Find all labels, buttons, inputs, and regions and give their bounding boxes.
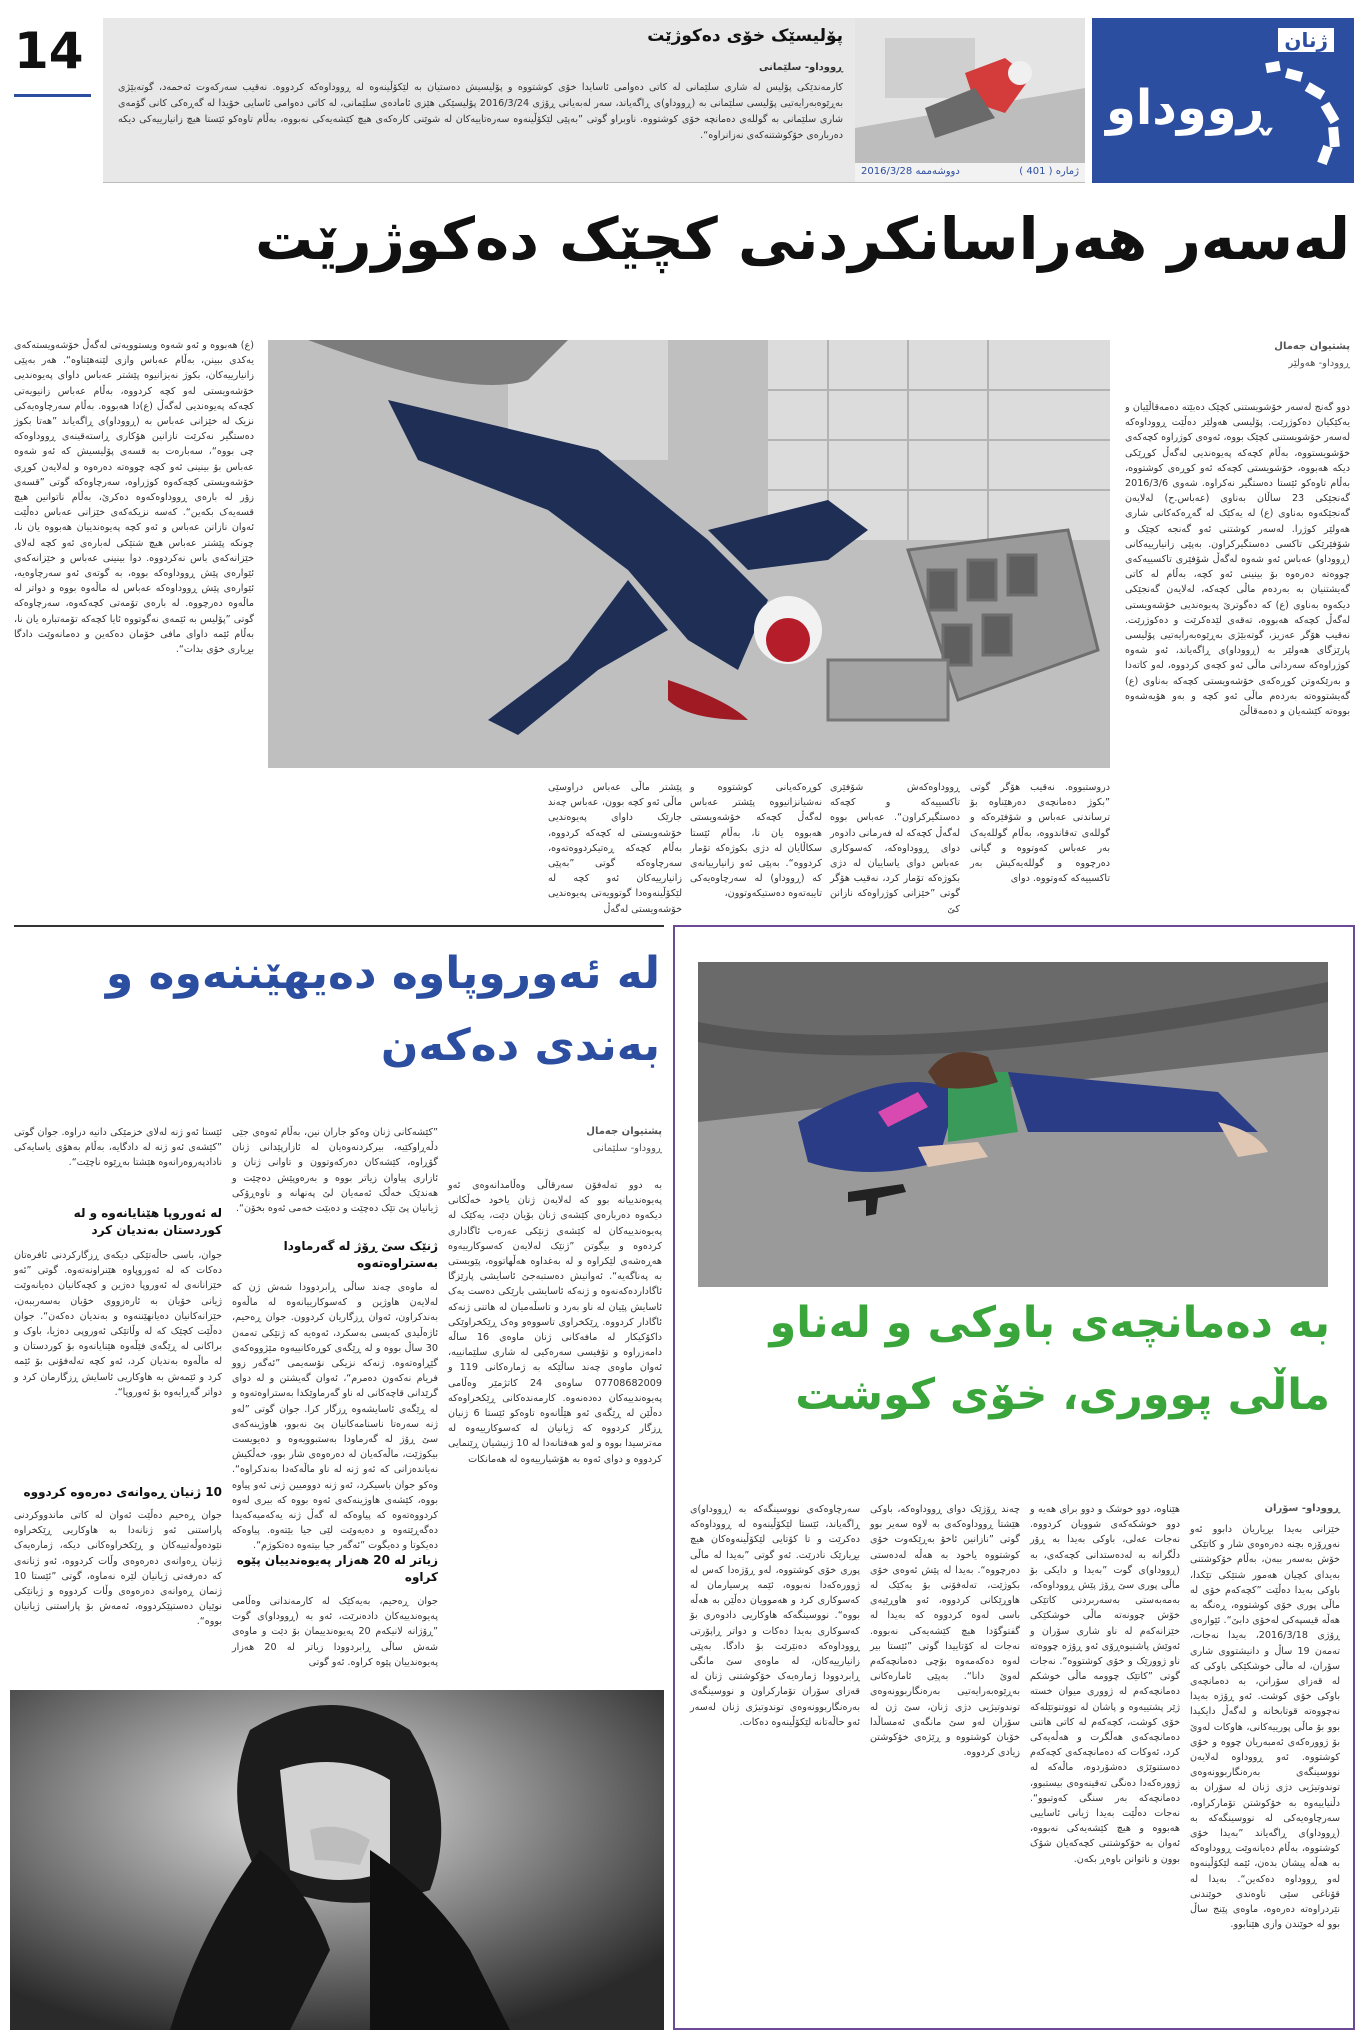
- story2-column-1: بە دوو تەلەفۆن سەرقاڵی وەڵامدانەوەی ئەو پەیوەندییانە بوو کە لەلایەن ژنان یاخود خەڵکانی دیکەوە دەربارەی کێشەی ژنان بۆیان دێت، یەکێک لە پەیوەندییەکان لە کێشەی ژنێکی عەرەب ئاگاداری کردەوە و بیگوتن ”ژنێک لەلایەن کەسوکارییەوە هەڕەشەی لێکراوە و لە بەغداوە هەڵهاتووە، پێویستی بە پەناگەیە“. ئەوانیش دەستبەجێ ئاسایشی پارێزگا ئاگاداردەکەنەوە و ژنەکە ئاسایشی بارێکی دەست یەک ئاسایش پێیان لە ناو بەرد و تاسڵەمیان لە هاتنی ژنەکە ئاگادار کردووە. ڕێکخراوی تاسووەو وەک ڕێکخراوێکی داکۆکیکار لە مافەکانی ژنان ماوەی 16 ساڵە دامەزراوە و تۆفیسی سەرەکیی لە شاری سلێمانییە، ئەوان ماوەی چەند ساڵێکە بە ژمارەکانی 119 و 07708682009 ساوەی 24 کاتژمێر وەڵامی پەیوەندییەکان دەدەنەوە. کارمەندەکانی ڕێکخراوەکە دەڵێن لە ڕێگەی ئەو هێڵانەوە تاوەکو ئێستا 6 ژنیان ڕزگار کردووە کە ژیانیان لە کەسوکارییەوە لە مەترسیدا بووە و لەو هەفتانەدا لە 10 ژنیشیان ڕێنمایی کردووە و دوای ئەوە بە هۆشیارییەوە لە هەمانکات: [448, 1180, 662, 1465]
- story2-subhead-2: لە ئەوروپا هێنایانەوە و لە کوردستان بەندیان کرد: [73, 1206, 222, 1237]
- story3-column-2: هێناوە، دوو خوشک و دوو برای هەیە و دوو خوشکەکەی شوویان کردووە. نەجات عەلی، باوکی بەیدا بە ڕۆر دڵگرانە بە لەدەستدانی کچەکەی، بە (ڕووداو)ی گوت ”بەیدا و دایکی بۆ ماڵی پوری سێ ڕۆژ پێش ڕووداوەکە، بەمەبەستی بەسەربردنی کاتێکی خۆش چوونەتە ماڵی خوشکێکی خێزانەکەم لە ناو شاری سۆران و ئەوێش پاشنیوەڕۆی ئەو ڕۆژە چووەتە ناو ژوورێک و خۆی کوشتووە“. نەجات گوتی ”کاتێک چوومە ماڵی خوشکم دەمانچەکەم لە ژووری میوان خستە ژێر پشتییەوە و پاشان لە تووتنوتێلەکە خۆی کوشت، کچەکەم لە کاتی هاتنی دەمانچەکەی هەڵگرت و هەڵەیەکی کرد، ئەوکات کە دەمانچەکەی کچەکەم دەستنوێژی دەشۆردوە، ماڵەکە لە ژوورەکەدا دەنگی تەقینەوەی بیستبوو، دەمانچەکە بەر سنگی کەوتبوو“. نەجات دەڵێت بەیدا ژیانی ئاساییی هەبووە و هیچ کێشەیەکی نەبووە، ئەوان بە خۆکوشتنی کچەکەیان شۆک بوون و ناتوانن باوەڕ بکەن.: [1030, 1504, 1180, 1865]
- story1-photo: [268, 340, 1110, 768]
- logo-block: [1092, 18, 1354, 183]
- issue-bar: [855, 163, 1085, 183]
- story1-column-1: دوو گەنج لەسەر خۆشویستنی کچێک دەبێتە دەمەقاڵێیان و یەکێکیان دەکوژرێت. پۆلیسی هەولێر دەڵێت ڕووداوەکە لەسەر خۆشویستنی کچێک بووە، ئەوەی کوژراوە کچەکەی خۆشویستووە، بەڵام کچەکە پەیوەندیی لەگەڵ کوڕێکی دیکە هەبووە، خۆشویستی کچەکە ئەو کوڕەی کوشتووە، بەڵام تاوەکو ئێستا دەستگیر نەکراوە. شەوی 2016/3/6 گەنجێکی 23 ساڵان بەناوی (عەباس.ح) لەلایەن گەنجێکەوە بەناوی (ع) لە یەکێک لە گەڕەکەکانی شاری هەولێر کوژرا. لەسەر کوشتنی ئەو گەنجە کچێک و شۆفێرێکی تاکسی دەستگیرکراون. بەپێی زانیارییەکانی (ڕووداو) عەباس ئەو شەوە لەگەڵ شۆفێری تاکسییەکەی چووەتە دەرەوە بۆ بینینی ئەو کچە، بەڵام لە کاتی گەیشتنیان بە بەردەم ماڵی کچەکە، لەلایەن گەنجێکی دیکەوە بەناوی (ع) کە دەگوترێ پەیوەندیی خۆشەویستی لەگەڵ کچەکە هەبووە، تەقەی لێدەکرێت و دەکوژرێت. نەقیب هۆگر عەزیز، گوتەبێژی بەڕێوەبەرایەتیی پۆلیسی پارێزگای هەولێر بە (ڕووداو)ی ڕاگەیاند، ئەو شەوە کوژراوەکە سەردانی ماڵی ئەو کچەی کردووە، لەو کاتەدا و بەرێکەوتن کوڕەکەی خۆشەویستی کچەکە بەناوی (ع) گەیشتووەتە بەردەم ماڵی ئەو کچە و بەو هۆیەشەوە بووەتە کێشەیان و دەمەقاڵێ: [1125, 402, 1350, 718]
- story2-photo: [10, 1690, 664, 2030]
- sun-rays-icon: [1262, 58, 1352, 168]
- story2-column-3c: جوان ڕەحیم دەڵێت ئەوان لە کاتی ماندووکردنی پاراستنی ئەو ژنانەدا بە هاوکاریی ڕێکخراوە نێودەوڵەتییەکان و ڕێکخراوەکانی دیکە، ژمارەیەک ژنیان ڕەوانەی دەرەوەی وڵات کردووە، ئەو ژنانەی کە دەرفەتی ژیانیان لێرە نەماوە، گوتی ”ئێستا 10 ژنمان ڕەوانەی دەرەوەی وڵات کردووە و ژیانێکی نوێیان دەستپێکردووە، ئەمەش بۆ پاراستنی ژیانیان بووە“.: [14, 1510, 222, 1628]
- section-divider: [14, 925, 664, 927]
- page-header: [0, 0, 1372, 185]
- teaser-byline: ڕووداو- سلێمانی: [759, 62, 843, 73]
- story2-byline-place: ڕووداو- سلێمانی: [592, 1143, 662, 1154]
- story1-headline: لەسەر هەراسانکردنی کچێک دەکوژرێت: [254, 205, 1350, 273]
- story2-column-2: ”کێشەکانی ژنان وەکو جاران نین، بەڵام ئەوەی جێی دڵەڕاوکێیە، بیرکردنەوەیان لە ئازارپێدانی ژنان گۆڕاوە، کێشەکان دەرکەوتوون و تاوانی ژنان و ئازاری پیاوان زیاتر بووە و بەرەوپێش دەچێت و هەندێک خەڵک ئەمەیان لێ پەنهانە و ناوەڕۆکی ژیانیان پێ تێک دەچێت و دەبێت خەمی ئەوە بخۆن“.: [232, 1127, 438, 1215]
- story3-headline-line2: ماڵی پووری، خۆی کوشت: [795, 1370, 1330, 1420]
- story3-column-1: خێزانی بەیدا بڕیاریان دابوو ئەو نەوڕۆزە بچنە دەرەوەی شار و کاتێکی خۆش بەسەر ببەن، بەڵام خۆکوشتنی بەیدای کچیان هەمور شتێکی تێکدا، باوکی بەیدا دەڵێت ”کچەکەم خۆی لە ماڵی پوری خۆی کوشتووە، ڕەنگە بە هەڵە قیسپەکی لەخۆی دابێ“. ئێوارەی ڕۆژی 2016/3/18، بەیدا نەجات، تەمەن 19 ساڵ و دانیشتووی شاری سۆران، لە ماڵی خوشکێکی باوکی کە لە قەزای سۆرانن، بە دەمانچەی باوکی خۆی کوشت. ئەو ڕۆژە بەیدا نەچووەتە قوتابخانە و لەگەڵ دایکیدا بوو بۆ ماڵی پورییەکانی، هاوکات لەوێ بۆ ژوورەکەی ئەمبەریان چووە و خۆی کوشتووە. ئەو ڕووداوە لەلایەن نووسینگەی بەرەنگاربوونەوەی توندوتیژیی دژی ژنان لە سۆران بە دڵنیاییەوە بە خۆکوشتن تۆمارکراوە، سەرچاوەیەکی لە نووسینگەکە بە (ڕووداو)ی ڕاگەیاند ”بەیدا خۆی کوشتووە، بەڵام دەیانەوێت ڕووداوەکە بە هەڵە پیشان بدەن، ئێمە لێکۆڵینەوە لەو ڕووداوە دەکەین“. بەیدا لە قۆناغی سێی ناوەندی خوێندنی نێردراوەتە دەرەوە، ماوەی پێنج ساڵ بوو لە خوێندن وازی هێنابوو.: [1190, 1524, 1340, 1931]
- story1-column-2: دروستبووە. نەقیب هۆگر گوتی ”بکوژ دەمانچەی دەرهێناوە بۆ ترساندنی عەباس و شۆفێرەکە و گوللەی تەقاندووە، بەڵام گوللەیەک بەر عەباس کەوتووە و گیانی دەرچووە و گوللەیەکیش بەر تاکسییەکە کەوتووە. دوای: [970, 782, 1110, 885]
- logo-text: ڕووداو: [1106, 80, 1270, 136]
- story1-column-3: ڕووداوەکەش شۆفێری تاکسییەکە و کچەکە دەستگیرکراون“. عەباس بووە لەگەڵ کچەکە لە فەرمانی دادوەر دوای ڕووداوەکە، کەسوکاری عەباس دوای یاساییان لە دژی بکوژەکە تۆمار کرد، نەقیب هۆگر گوتی ”خێزانی کوژراوەکە نازانن کێ: [830, 782, 960, 915]
- story2-byline-name: پشتیوان جەمال: [586, 1126, 662, 1137]
- story3-column-3: چەند ڕۆژێک دوای ڕووداوەکە، باوکی هێشتا ڕووداوەکەی بە لاوە سەیر بوو گوتی ”نازانین ئاخۆ بەڕێکەوت خۆی کوشتووە یاخود بە هەڵە لەدەستی دەرچووە“. بەیدا لە پێش ئەوەی خۆی بکوژێت، تەلەفۆنی بۆ یەکێک لە هاوڕێکانی کردووە، ئەو هاوڕێیەی باسی لەوە کردووە کە بەیدا لە گفتوگۆدا هیچ کێشەیەکی نەبووە. نەجات لە کۆتاییدا گوتی ”ئێستا بیر لەوە دەکەمەوە بۆچی دەمانچەکەم لەوێ دانا“. بەپێی ئامارەکانی بەڕێوەبەرایەتیی بەرەنگاربوونەوەی توندوتیژیی دژی ژنان، سێ ژن لە سۆران لەو سێ مانگەی ئەمساڵدا خۆیان کوشتووە و ڕێژەی خۆکوشتن زیادی کردووە.: [870, 1504, 1020, 1759]
- story1-byline-name: پشتیوان جەمال: [1274, 341, 1350, 352]
- story3-column-4: سەرچاوەکەی نووسینگەکە بە (ڕووداو)ی ڕاگەیاند، ئێستا لێکۆڵینەوە لە ڕووداوەکە دەکرێت و تا کۆتایی لێکۆڵینەوەکان هیچ بڕیارێک نادرێت. ئەو گوتی ”بەیدا لە ماڵی پوری خۆی کوشتووە، لەو ڕۆژەدا کەس لە ژوورەکەدا نەبووە، ئێمە پرسیارمان لە کەسوکاری کرد و هەموویان دەڵێن بە هەڵە بووە“. نووسینگەکە هاوکاریی دادوەری بۆ کەسوکاری بەیدا دەکات و دواتر ڕاپۆرتی ڕووداوەکە دەنێرێت بۆ دادگا. بەپێی زانیارییەکان، لە ماوەی سێ مانگی ڕابردوودا ژمارەیەک خۆکوشتنی ژنان لە قەزای سۆران تۆمارکراون و نووسینگەی بەرەنگاربوونەوەی توندوتیژی ژنان لەسەر ئەو حاڵەتانە لێکۆڵینەوە دەکات.: [690, 1504, 860, 1728]
- story2-column-4b: جوان ڕەحیم، بەیەکێک لە کارمەندانی وەڵامی پەیوەندییەکان دادەنرێت، ئەو بە (ڕووداو)ی گوت ”ڕۆژانە لانیکەم 20 پەیوەندییمان بۆ دێت و ماوەی شەش ساڵی ڕابردوودا زیاتر لە 20 هەزار پەیوەندییان پێوە کراوە. ئەو گوتی: [232, 1596, 438, 1668]
- story2-headline-line1: لە ئەوروپاوە دەیهێننەوە و: [105, 948, 660, 999]
- page-number: 14: [14, 22, 84, 80]
- story3-illustration: [698, 962, 1328, 1287]
- story2-column-3: ئێستا ئەو ژنە لەلای خزمێکی دانیە دراوە. جوان گوتی ”کێشەی ئەو ژنە لە دادگایە، بەڵام بەهۆی یاسایەکی نادادپەروەرانەوە هێشتا بەڕێوە ناچێت“.: [14, 1127, 222, 1169]
- teaser-photo: [855, 18, 1085, 163]
- issue-date: دووشەممە 2016/3/28: [861, 166, 960, 177]
- story2-subhead-4: زیاتر لە 20 هەزار پەیوەندییان پێوە کراوە: [232, 1552, 438, 1586]
- story1-column-5b: [405, 780, 539, 900]
- story2-column-2b: لە ماوەی چەند ساڵی ڕابردوودا شەش ژن کە لەلایەن هاوژین و کەسوکارییانەوە لە ماڵەوە بەندکراون، ئەوان ڕزگاریان کردوون. جوان ڕەحیم، ئاژەڵیدی کەیسی بەسکرد، ئەوەیە کە ژنێکی تەمەن 30 ساڵ بووە و لە ڕێگەی کوڕەکانییەوە مێژووەکەی گێڕاوەتەوە. ژنەکە نزیکی نۆسەیمی ”ئەگەر زوو فریام نەکەون دەمرم“، ئەوان گەیشتن و لە دوای گرێدانی قاچەکانی لە ناو گەرماوێکدا بەستراوەتەوە و لە ڕێگەی ئاسایشەوە ڕزگار کرا. جوان گوتی ”لەو ژنە سەرەتا ناسنامەکانیان پێ نەبوو، هاوژینەکەی سێ ڕۆژ لە گەرماودا بەستبوویەوە و دەیویست بیکوژێت، ماڵەکەیان لە دەرەوەی شار بوو، خەڵکیش نەیاندەزانی کە ئەو ژنە لە ناو ماڵەکەدا بەندکراوە“. وەکو جوان باسیکرد، ئەو ژنە دوومیین ژنی ئەو پیاوە بووە، کێشەی هاوژینەکەی ئەوە بووە کە بیری لەوە کردووەتەوە کە پیاوەکە لە گەڵ ژنە یەکەمیەکەیدا دەگەڕێتەوە و دەیەوێت لێی جیا بێتەوە. پیاوەکە دەیکوتا و دەیگوت ”ئەگەر جیا بیتەوە دەتکوژم“.: [232, 1282, 438, 1552]
- story1-column-left: (ع) هەبووە و ئەو شەوە ویستوویەتی لەگەڵ خۆشەویستەکەی یەکدی ببینن، بەڵام عەباس وازی لێنەهێناوە“. هەر بەپێی زانیارییەکان، بکوژ نەیزانیوە پێشتر عەباس داوای پەیوەندیی خۆشەویستی لەو کچە کردووە، بەڵام عەباس زانیویەتی کچەکە پەیوەندیی لەگەڵ (ع)دا هەبووە. بەڵام سەرچاوەیەکی نزیک لە خێزانی عەباس بە (ڕووداو)ی ڕاگەیاند ”هەتا بکوژ دەستگیر نەکرێت نازانین هۆکاری ڕاستەقینەی ڕووداوەکە چی بووە“، سەبارەت بە قسەی پۆلیسیش کە ئەو شەوە عەباس بۆ بینینی ئەو کچە چووەتە دەرەوە و لەلایەن کوڕی خۆشەویستی کچەکەوە کوژراوە، سەرچاوەکە گوتی ”قسەی زۆر لە بارەی ڕووداوەکەوە دەکرێ، بەڵام ناتوانین هیچ قسەیەک بکەین“. کەسە نزیکەکەی خێزانی عەباس دەڵێت ئەوان نازانن عەباس و ئەو کچە پەیوەندییان هەبووە یان نا، چونکە پێشتر عەباس هیچ شتێکی لەبارەی ئەو کچە لەلای خێزانەکەی باس نەکردووە. دوا بینینی عەباس و خێزانەکەی ئێوارەی پێش ڕووداوەکە بووە، بە گوتەی ئەو سەرچاوەیە، ئێوارەی پێش ڕووداوەکە عەباس لە ماڵەوە بووە و دواتر لە ماڵەوە دەرچووە. لە بارەی تۆمەتی کچەکەوە، سەرچاوەکە گوتی ”پۆلیس بە ئێمەی نەگوتووە ئایا کچەکە تۆمەتبارە یان نا، بەڵام ئێمە داوای مافی خۆمان دەکەین و دەمانەوێت دادگا بڕیاری خۆی بدات“.: [14, 340, 254, 656]
- story3-headline-line1: بە دەمانچەی باوکی و لەناو: [769, 1298, 1330, 1348]
- teaser-title: پۆلیسێک خۆی دەکوژێت: [647, 26, 843, 46]
- story2-column-3b: جوان، باسی حاڵەتێکی دیکەی ڕزگارکردنی ئافرەتان دەکات کە لە ئەوروپاوە هێنراونەتەوە. گوتی ”ئەو خێزانانەی لە ئەوروپا دەژین و کچەکانیان دەیانەوێت ژیانی خۆیان بە ئارەزووی خۆیان بەسەرببەن، خێزانەکانیان دەیانهێننەوە و بەندیان دەکەن“. جوان دەڵێت کچێک کە لە وڵاتێکی ئەوروپی دەژیا، باوک و براکانی لە ڕێگەی فێڵەوە هێنایانەوە بۆ کوردستان و لە ماڵەوە بەندیان کرد، ئەو کچە تەلەفۆنی بۆ ئێمە کرد و ئێمەش بە هاوکاریی ئاسایش ڕزگارمان کرد و دواتر گەڕایەوە بۆ ئەوروپا“.: [14, 1250, 222, 1398]
- teaser-box: [103, 18, 855, 183]
- issue-number: ژمارە ( 401 ): [1019, 166, 1079, 177]
- story1-column-5: پێشتر ماڵی عەباس دراوسێی ماڵی ئەو کچە بوون، عەباس چەند جارێک داوای پەیوەندیی خۆشەویستی لە کچەکە کردووە، بەڵام کچەکە ڕەتیکردووەتەوە، سەرچاوەکە گوتی ”بەپێی زانیارییەکان ئەو کچە لە لێکۆڵینەوەدا گوتوویەتی پەیوەندیی خۆشەویستی لەگەڵ: [548, 782, 682, 915]
- story2-headline-line2: بەندی دەکەن: [380, 1020, 660, 1071]
- section-label: ژنان: [1278, 28, 1334, 52]
- story1-byline-place: ڕووداو- هەولێر: [1288, 358, 1350, 369]
- story2-subhead-3: 10 ژنیان ڕەوانەی دەرەوە کردووە: [23, 1485, 222, 1499]
- story2-column-4: [448, 1670, 449, 1671]
- story2-subhead-1: ژنێک سێ ڕۆژ لە گەرماودا بەستراوەتەوە: [283, 1239, 438, 1270]
- page-number-rule: [14, 94, 91, 97]
- story3-byline: ڕووداو- سۆران: [1264, 1503, 1340, 1514]
- story1-column-4: کوڕەکەیانی کوشتووە و نەشیانزانیووە پێشتر عەباس لەگەڵ کچەکە خۆشەویستی هەبووە یان نا، بەڵام ئێستا سکاڵایان لە دژی بکوژەکە تۆمار کردووە“. بەپێی ئەو زانیارییانەی کە (ڕووداو) لە سەرچاوەیەکی تایبەتەوە دەستیکەوتوون،: [690, 782, 822, 900]
- teaser-text: کارمەندێکی پۆلیس لە شاری سلێمانی لە کاتی دەوامی ئاسایدا خۆی کوشتووە و پۆلیسیش دەستیان بە لێکۆڵینەوە لە ڕووداوەکە کردووە. نەقیب سەرکەوت ئەحمەد، گوتەبێژی بەڕێوەبەرایەتیی پۆلیسی سلێمانی بە (ڕووداو)ی ڕاگەیاند، سەر لەبەیانی ڕۆژی 2016/3/24 پۆلیسێکی هێزی ئامادەی سلێمانی، لە کاتی دەوامی ئاسایی خۆیدا لە گەڕەکی کانی گۆمەی شاری سلێمانی بە گوللەی دەمانچە خۆی کوشتووە. ناوبراو گوتی ”بەپێی لێکۆڵینەوە سەرەتاییەکان لە شوێنی کارەکەی هیچ کێشەیەکی نەبووە، بەڵام تاوەکو ئێستا هیچ زانیارییەکی دیکە دەربارەی خۆکوشتنەکەی نەزانراوە“.: [118, 82, 843, 141]
